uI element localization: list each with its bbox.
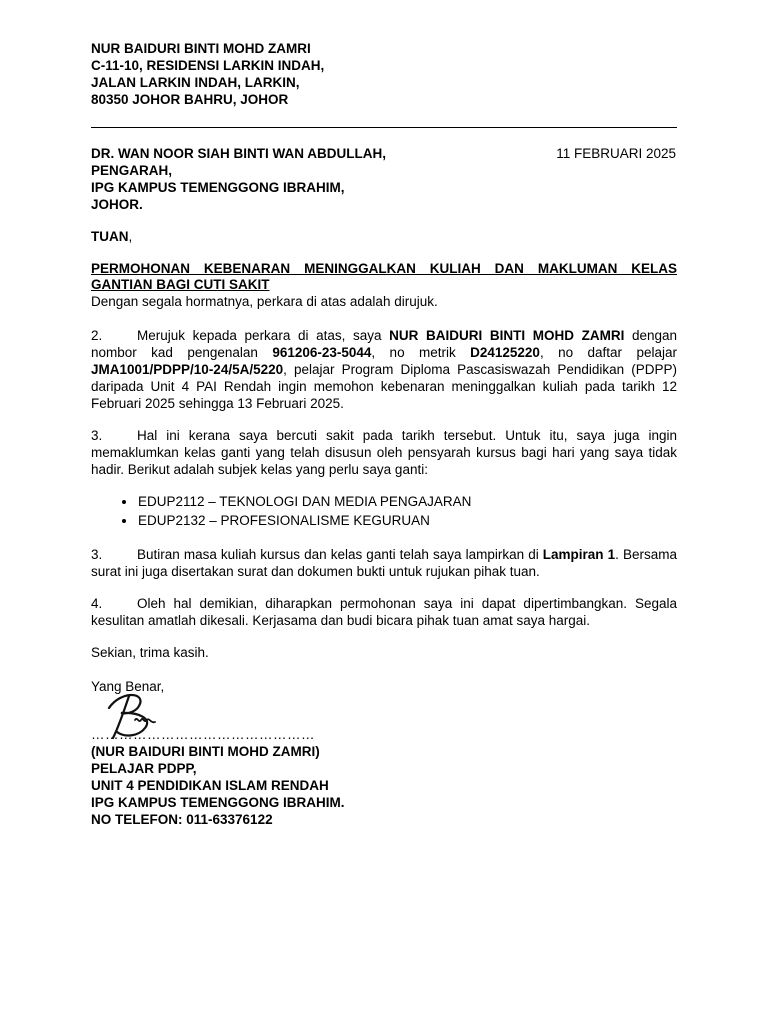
- sender-address-line-1: C-11-10, RESIDENSI LARKIN INDAH,: [91, 58, 325, 73]
- paragraph-2-text-2: dengan nombor kad pengenalan: [91, 328, 677, 360]
- list-item: • EDUP2112 – TEKNOLOGI DAN MEDIA PENGAJARAN: [137, 492, 677, 511]
- sender-name: NUR BAIDURI BINTI MOHD ZAMRI: [91, 41, 311, 56]
- registration-number: JMA1001/PDPP/10-24/5A/5220: [91, 362, 284, 377]
- student-name: NUR BAIDURI BINTI MOHD ZAMRI: [389, 328, 625, 343]
- recipient-line-4: JOHOR.: [91, 197, 143, 212]
- paragraph-3-text: Hal ini kerana saya bercuti sakit pada tarikh tersebut. Untuk itu, saya juga ingin memaklumkan kelas ganti yang telah disusun oleh pensyarah kursus bagi hari yang saya tidak hadir. Berikut adalah subjek kelas yang perlu saya ganti:: [91, 428, 677, 477]
- list-item: • EDUP2132 – PROFESIONALISME KEGURUAN: [137, 511, 677, 530]
- paragraph-3b-number: 3.: [91, 547, 103, 562]
- signature-block: [91, 743, 677, 828]
- recipient-line-1: DR. WAN NOOR SIAH BINTI WAN ABDULLAH,: [91, 146, 386, 161]
- signature-dotted-line: …………………………………………: [91, 727, 315, 742]
- recipient-line-2: PENGARAH,: [91, 163, 173, 178]
- paragraph-2-text-1: Merujuk kepada perkara di atas, saya: [137, 328, 390, 343]
- salutation-comma: ,: [128, 229, 133, 244]
- opening-line: Dengan segala hormatnya, perkara di atas adalah dirujuk.: [91, 294, 438, 309]
- signatory-phone: NO TELEFON: 011-63376122: [91, 812, 273, 827]
- subject: [91, 261, 677, 293]
- paragraph-2: [91, 327, 677, 412]
- sender-address-line-2: JALAN LARKIN INDAH, LARKIN,: [91, 75, 300, 90]
- subject-line-2: GANTIAN BAGI CUTI SAKIT: [91, 277, 270, 292]
- salutation: [91, 228, 677, 245]
- sender-block: [91, 40, 677, 108]
- subject-line-1: PERMOHONAN KEBENARAN MENINGGALKAN KULIAH DAN MAKLUMAN KELAS: [91, 261, 677, 276]
- header-divider: [91, 127, 677, 128]
- subject-list: [91, 492, 677, 530]
- paragraph-3b: [91, 546, 677, 580]
- paragraph-2-number: 2.: [91, 328, 103, 343]
- signoff-line: Yang Benar,: [91, 679, 165, 694]
- ic-number: 961206-23-5044: [272, 345, 372, 360]
- paragraph-2-text-4: , no daftar pelajar: [539, 345, 677, 360]
- paragraph-4-text: Oleh hal demikian, diharapkan permohonan saya ini dapat dipertimbangkan. Segala kesulitan amatlah dikesali. Kerjasama dan budi bicara pihak tuan amat saya hargai.: [91, 596, 677, 628]
- letter-date: 11 FEBRUARI 2025: [556, 146, 676, 161]
- attachment-reference: Lampiran 1: [542, 547, 616, 562]
- signatory-name: (NUR BAIDURI BINTI MOHD ZAMRI): [91, 744, 320, 759]
- closing-line: Sekian, trima kasih.: [91, 645, 209, 660]
- paragraph-2-text-5: , pelajar Program Diploma Pascasiswazah Pendidikan (PDPP) daripada Unit 4 PAI Rendah ingin memohon kebenaran meninggalkan kuliah pada tarikh 12 Februari 2025 sehingga 13 Februari 2025.: [91, 362, 677, 411]
- paragraph-2-text-3: , no metrik: [371, 345, 471, 360]
- paragraph-4-number: 4.: [91, 596, 103, 611]
- signatory-institution: IPG KAMPUS TEMENGGONG IBRAHIM.: [91, 795, 345, 810]
- salutation-text: TUAN: [91, 229, 129, 244]
- paragraph-3b-text-2: . Bersama surat ini juga disertakan surat dan dokumen bukti untuk rujukan pihak tuan.: [91, 547, 677, 579]
- sender-address-line-3: 80350 JOHOR BAHRU, JOHOR: [91, 92, 289, 107]
- paragraph-3: [91, 427, 677, 478]
- recipient-line-3: IPG KAMPUS TEMENGGONG IBRAHIM,: [91, 180, 345, 195]
- signatory-unit: UNIT 4 PENDIDIKAN ISLAM RENDAH: [91, 778, 329, 793]
- signatory-role: PELAJAR PDPP,: [91, 761, 197, 776]
- paragraph-3b-text-1: Butiran masa kuliah kursus dan kelas ganti telah saya lampirkan di: [137, 547, 543, 562]
- paragraph-3-number: 3.: [91, 428, 103, 443]
- paragraph-4: [91, 595, 677, 629]
- matric-number: D24125220: [470, 345, 540, 360]
